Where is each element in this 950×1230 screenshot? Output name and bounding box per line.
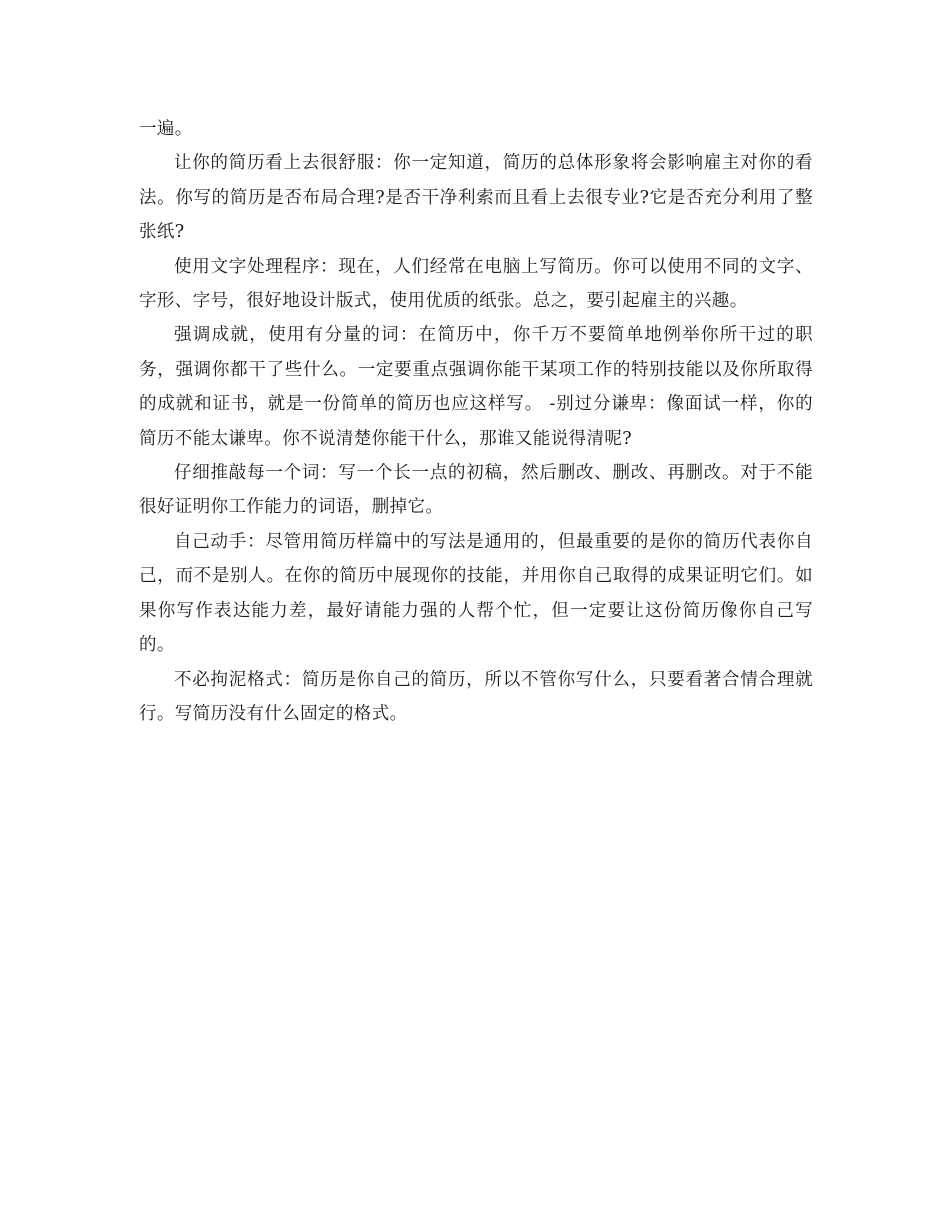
paragraph-choose-words: 仔细推敲每一个词：写一个长一点的初稿，然后删改、删改、再删改。对于不能很好证明你工作能力的词语，删掉它。 <box>139 463 813 518</box>
paragraph-do-it-yourself: 自己动手：尽管用简历样篇中的写法是通用的，但最重要的是你的简历代表你自己，而不是别人。在你的简历中展现你的技能，并用你自己取得的成果证明它们。如果你写作表达能力差，最好请能力强的人帮个忙，但一定要让这份简历像你自己写的。 <box>139 531 813 656</box>
paragraph-comfortable-resume: 让你的简历看上去很舒服：你一定知道，简历的总体形象将会影响雇主对你的看法。你写的简历是否布局合理?是否干净利索而且看上去很专业?它是否充分利用了整张纸? <box>139 153 813 243</box>
paragraph-continuation: 一遍。 <box>139 119 193 139</box>
document-body <box>139 112 813 731</box>
paragraph-no-fixed-format: 不必拘泥格式：简历是你自己的简历，所以不管你写什么，只要看著合情合理就行。写简历没有什么固定的格式。 <box>139 669 813 724</box>
paragraph-emphasize-achievements: 强调成就，使用有分量的词：在简历中，你千万不要简单地例举你所干过的职务，强调你都干了些什么。一定要重点强调你能干某项工作的特别技能以及你所取得的成就和证书，就是一份简单的简历也应这样写。 -别过分谦卑：像面试一样，你的简历不能太谦卑。你不说清楚你能干什么，那谁又能说得清呢? <box>139 325 813 449</box>
paragraph-word-processor: 使用文字处理程序：现在，人们经常在电脑上写简历。你可以使用不同的文字、字形、字号，很好地设计版式，使用优质的纸张。总之，要引起雇主的兴趣。 <box>139 256 813 312</box>
